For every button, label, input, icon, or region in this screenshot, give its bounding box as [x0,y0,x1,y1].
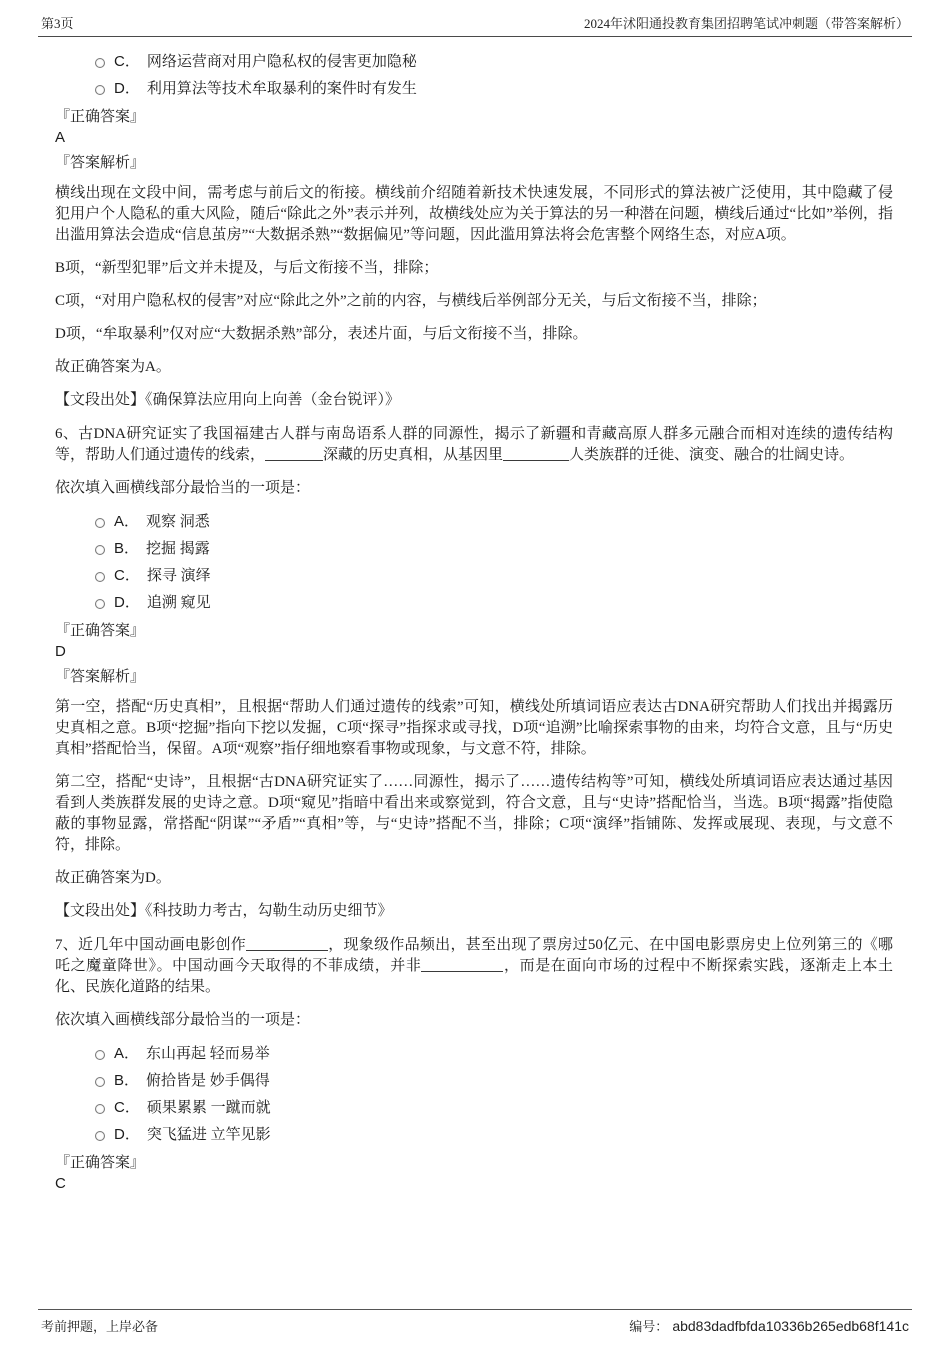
option-text: 观察 洞悉 [146,514,210,530]
option-text: 突飞猛进 立竿见影 [146,1127,271,1143]
option-letter: C． [114,1099,140,1116]
correct-answer-label: 『正确答案』 [55,1155,146,1171]
footer-slogan: 考前押题，上岸必备 [41,1319,159,1334]
radio-icon[interactable] [95,599,105,609]
question-5-options [95,54,893,97]
footer-serial [629,1316,909,1335]
answer-analysis-label: 『答案解析』 [55,669,146,685]
page-content [0,54,950,1192]
option-letter: C． [114,53,140,70]
radio-icon[interactable] [95,58,105,68]
option-row[interactable] [95,595,893,611]
answer-letter: C [55,1175,66,1192]
source-reference: 【文段出处】《确保算法应用向上向善（金台锐评）》 [55,392,401,408]
radio-icon[interactable] [95,545,105,555]
conclusion-text: 故正确答案为A。 [55,359,171,375]
footer-serial-label: 编号： [629,1319,669,1334]
radio-icon[interactable] [95,1077,105,1087]
stem-text: 7、近几年中国动画电影创作 [55,937,247,953]
answer-letter: A [55,129,66,146]
analysis-paragraph: C项，“对用户隐私权的侵害”对应“除此之外”之前的内容，与横线后举例部分无关，与后文衔接不当，排除； [55,293,767,309]
option-letter: D． [114,594,140,611]
fill-prompt: 依次填入画横线部分最恰当的一项是： [55,1012,311,1028]
option-text: 探寻 演绎 [146,568,211,584]
answer-analysis-label: 『答案解析』 [55,155,146,171]
source-reference: 【文段出处】《科技助力考古，勾勒生动历史细节》 [55,903,393,919]
radio-icon[interactable] [95,1050,105,1060]
answer-letter: D [55,643,66,660]
analysis-paragraph: 横线出现在文段中间，需考虑与前后文的衔接。横线前介绍随着新技术快速发展，不同形式的算法被广泛使用，其中隐藏了侵犯用户个人隐私的重大风险，随后“除此之外”表示并列，故横线处应为关于算法的另一种潜在问题，横线后通过“比如”举例，指出滥用算法会造成“信息茧房”“大数据杀熟”“数据偏见”等问题，因此滥用算法将会危害整个网络生态，对应A项。 [55,185,893,243]
blank-line [265,447,323,461]
analysis-paragraph: D项，“牟取暴利”仅对应“大数据杀熟”部分，表述片面，与后文衔接不当，排除。 [55,326,588,342]
analysis-paragraph: 第二空，搭配“史诗”，且根据“古DNA研究证实了……同源性，揭示了……遗传结构等”可知，横线处所填词语应表达通过基因看到人类族群发展的史诗之意。D项“窥见”指暗中看出来或察觉到，符合文意，且与“史诗”搭配恰当，当选。B项“揭露”指使隐蔽的事物显露，常搭配“阴谋”“矛盾”“真相”等，与“史诗”搭配不当，排除；C项“演绎”指铺陈、发挥或展现、表现，与文意不符，排除。 [55,774,893,853]
footer-serial-code: abd83dadfbfda10336b265edb68f141c [672,1318,909,1334]
option-row[interactable] [95,1046,893,1062]
stem-text: 人类族群的迁徙、演变、融合的壮阔史诗。 [569,447,855,463]
stem-text: ，现象级作品频出，甚至出现了票房过50亿元、在中国电影票房史上位列第三的《哪吒之魔童降世》。中国动画今天取得的不菲成绩，并非 [55,937,893,974]
document-title: 2024年沭阳通投教育集团招聘笔试冲刺题（带答案解析） [583,16,909,31]
conclusion-text: 故正确答案为D。 [55,870,171,886]
option-letter: D． [114,80,140,97]
option-letter: D． [114,1126,140,1143]
question-6-stem [55,424,893,466]
stem-text: 6、古DNA研究证实了我国福建古人群与南岛语系人群的同源性，揭示了新疆和青藏高原人群多元融合而相对连续的遗传结构等，帮助人们通过遗传的线索， [55,426,893,463]
option-text: 利用算法等技术牟取暴利的案件时有发生 [146,81,417,97]
page-footer [38,1309,912,1335]
option-row[interactable] [95,1073,893,1089]
radio-icon[interactable] [95,85,105,95]
option-row[interactable] [95,568,893,584]
option-row[interactable] [95,54,893,70]
stem-text: ，而是在面向市场的过程中不断探索实践，逐渐走上本土化、民族化道路的结果。 [55,958,893,995]
radio-icon[interactable] [95,572,105,582]
option-letter: C． [114,567,140,584]
radio-icon[interactable] [95,1131,105,1141]
option-text: 硕果累累 一蹴而就 [146,1100,271,1116]
correct-answer-label: 『正确答案』 [55,623,146,639]
radio-icon[interactable] [95,518,105,528]
blank-line [503,447,569,461]
fill-prompt: 依次填入画横线部分最恰当的一项是： [55,480,311,496]
option-letter: A． [114,513,140,530]
option-letter: B． [114,540,140,557]
analysis-paragraph: 第一空，搭配“历史真相”，且根据“帮助人们通过遗传的线索”可知，横线处所填词语应表达古DNA研究帮助人们找出并揭露历史真相之意。B项“挖掘”指向下挖以发掘，C项“探寻”指探求或寻找，D项“追溯”比喻探索事物的由来，均符合文意，且与“历史真相”搭配恰当，保留。A项“观察”指仔细地察看事物或现象，与文意不符，排除。 [55,699,893,757]
option-text: 挖掘 揭露 [146,541,210,557]
option-text: 东山再起 轻而易举 [146,1046,270,1062]
option-text: 俯拾皆是 妙手偶得 [146,1073,270,1089]
option-row[interactable] [95,541,893,557]
blank-line [246,937,328,951]
blank-line [421,958,503,972]
radio-icon[interactable] [95,1104,105,1114]
option-row[interactable] [95,1100,893,1116]
question-7-stem [55,935,893,998]
question-6-options [95,514,893,611]
question-7-options [95,1046,893,1143]
option-row[interactable] [95,1127,893,1143]
stem-text: 深藏的历史真相，从基因里 [323,447,504,463]
option-letter: A． [114,1045,140,1062]
option-row[interactable] [95,81,893,97]
option-row[interactable] [95,514,893,530]
correct-answer-label: 『正确答案』 [55,109,146,125]
analysis-paragraph: B项，“新型犯罪”后文并未提及，与后文衔接不当，排除； [55,260,439,276]
option-letter: B． [114,1072,140,1089]
page-number: 第3页 [41,16,74,31]
option-text: 网络运营商对用户隐私权的侵害更加隐秘 [146,54,417,70]
page-header [38,0,912,37]
option-text: 追溯 窥见 [146,595,211,611]
